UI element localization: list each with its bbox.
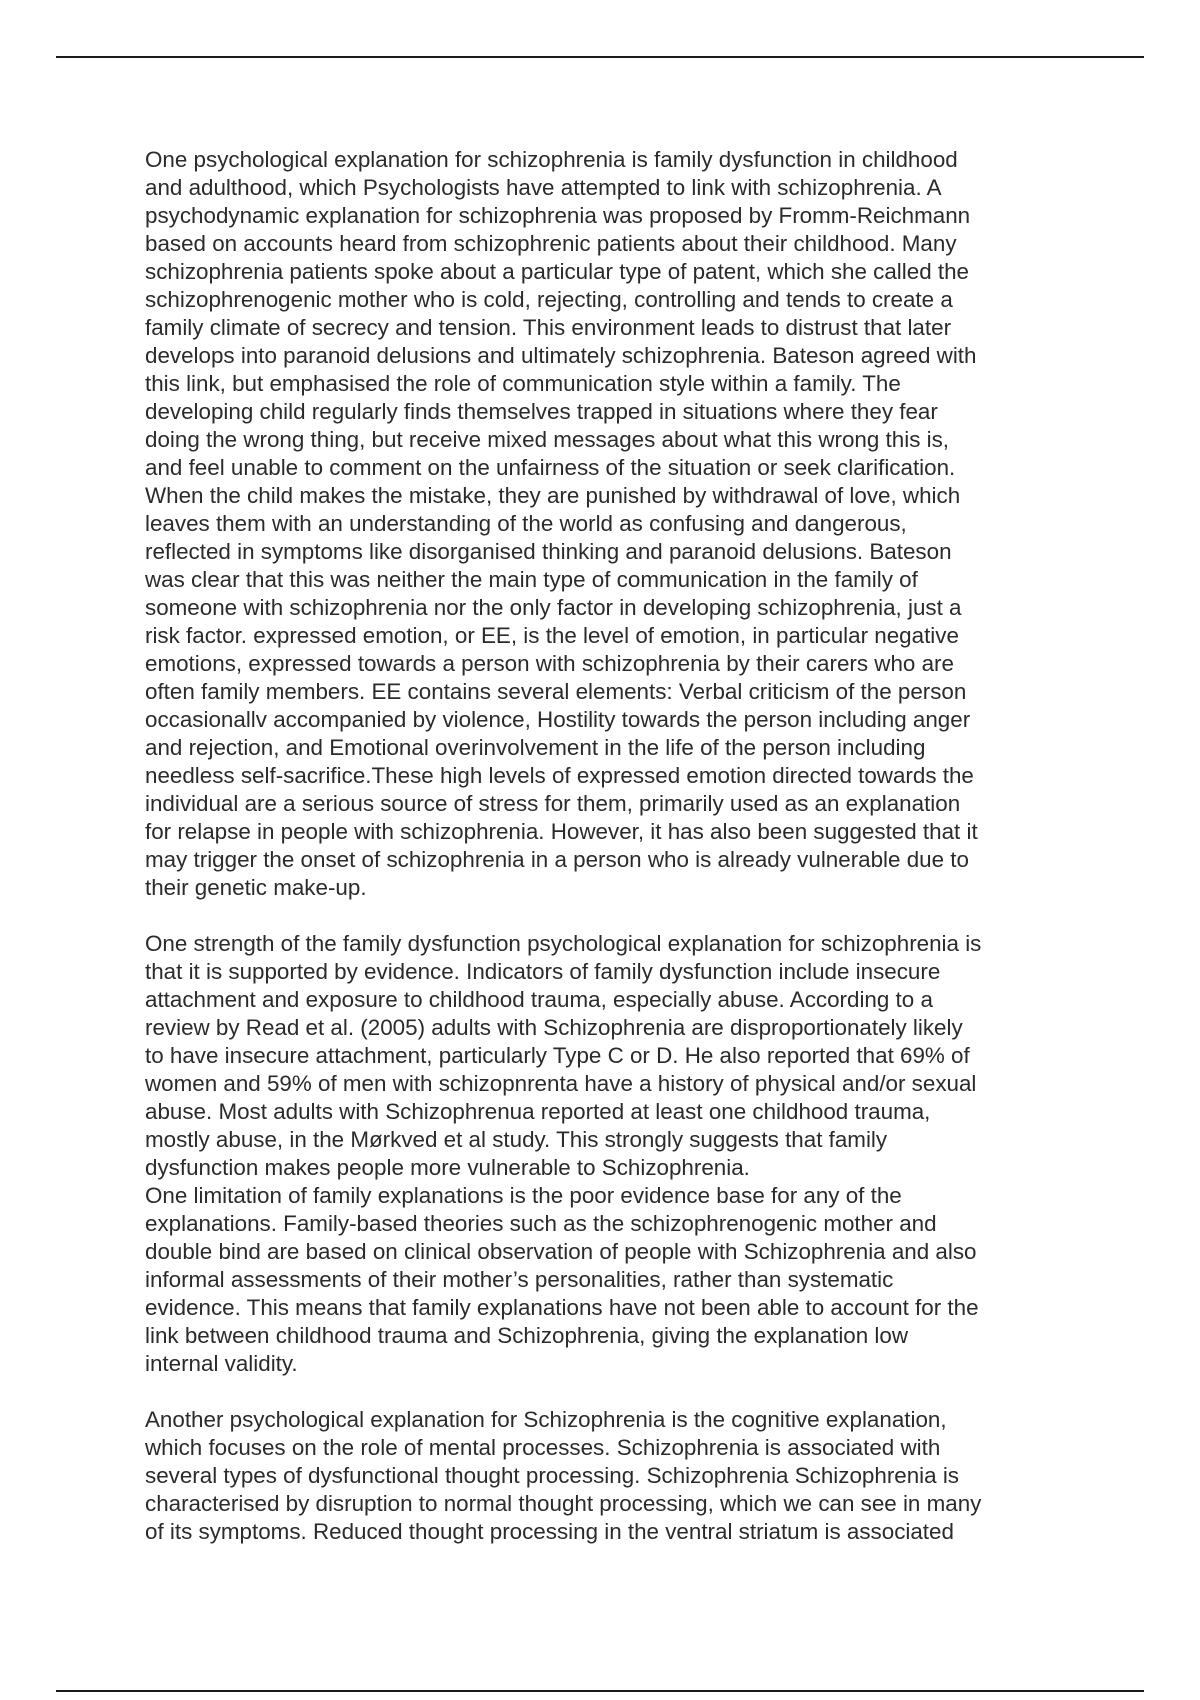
document-body <box>145 146 1065 1546</box>
paragraph-family-dysfunction: One psychological explanation for schizophrenia is family dysfunction in childhood and adulthood, which Psychologists have attempted to link with schizophrenia. A psychodynamic explanation for schizophrenia was proposed by Fromm-Reichmann based on accounts heard from schizophrenic patients about their childhood. Many schizophrenia patients spoke about a particular type of patent, which she called the schizophrenogenic mother who is cold, rejecting, controlling and tends to create a family climate of secrecy and tension. This environment leads to distrust that later develops into paranoid delusions and ultimately schizophrenia. Bateson agreed with this link, but emphasised the role of communication style within a family. The developing child regularly finds themselves trapped in situations where they fear doing the wrong thing, but receive mixed messages about what this wrong this is, and feel unable to comment on the unfairness of the situation or seek clarification. When the child makes the mistake, they are punished by withdrawal of love, which leaves them with an understanding of the world as confusing and dangerous, reflected in symptoms like disorganised thinking and paranoid delusions. Bateson was clear that this was neither the main type of communication in the family of someone with schizophrenia nor the only factor in developing schizophrenia, just a risk factor. expressed emotion, or EE, is the level of emotion, in particular negative emotions, expressed towards a person with schizophrenia by their carers who are often family members. EE contains several elements: Verbal criticism of the person occasionallv accompanied by violence, Hostility towards the person including anger and rejection, and Emotional overinvolvement in the life of the person including needless self-sacrifice.These high levels of expressed emotion directed towards the individual are a serious source of stress for them, primarily used as an explanation for relapse in people with schizophrenia. However, it has also been suggested that it may trigger the onset of schizophrenia in a person who is already vulnerable due to their genetic make-up. <box>145 147 978 900</box>
paragraph-gap <box>145 1378 1065 1406</box>
paragraph-cognitive-explanation: Another psychological explanation for Schizophrenia is the cognitive explanation, which focuses on the role of mental processes. Schizophrenia is associated with several types of dysfunctional thought processing. Schizophrenia Schizophrenia is characterised by disruption to normal thought processing, which we can see in many of its symptoms. Reduced thought processing in the ventral striatum is associated <box>145 1407 982 1544</box>
bottom-rule <box>56 1690 1144 1692</box>
paragraph-gap <box>145 902 1065 930</box>
paragraph-limitation: One limitation of family explanations is the poor evidence base for any of the explanations. Family-based theories such as the schizophrenogenic mother and double bind are based on clinical observation of people with Schizophrenia and also informal assessments of their mother’s personalities, rather than systematic evidence. This means that family explanations have not been able to account for the link between childhood trauma and Schizophrenia, giving the explanation low internal validity. <box>145 1183 979 1376</box>
top-rule <box>56 56 1144 58</box>
paragraph-strength: One strength of the family dysfunction psychological explanation for schizophrenia is that it is supported by evidence. Indicators of family dysfunction include insecure attachment and exposure to childhood trauma, especially abuse. According to a review by Read et al. (2005) adults with Schizophrenia are disproportionately likely to have insecure attachment, particularly Type C or D. He also reported that 69% of women and 59% of men with schizopnrenta have a history of physical and/or sexual abuse. Most adults with Schizophrenua reported at least one childhood trauma, mostly abuse, in the Mørkved et al study. This strongly suggests that family dysfunction makes people more vulnerable to Schizophrenia. <box>145 931 982 1180</box>
